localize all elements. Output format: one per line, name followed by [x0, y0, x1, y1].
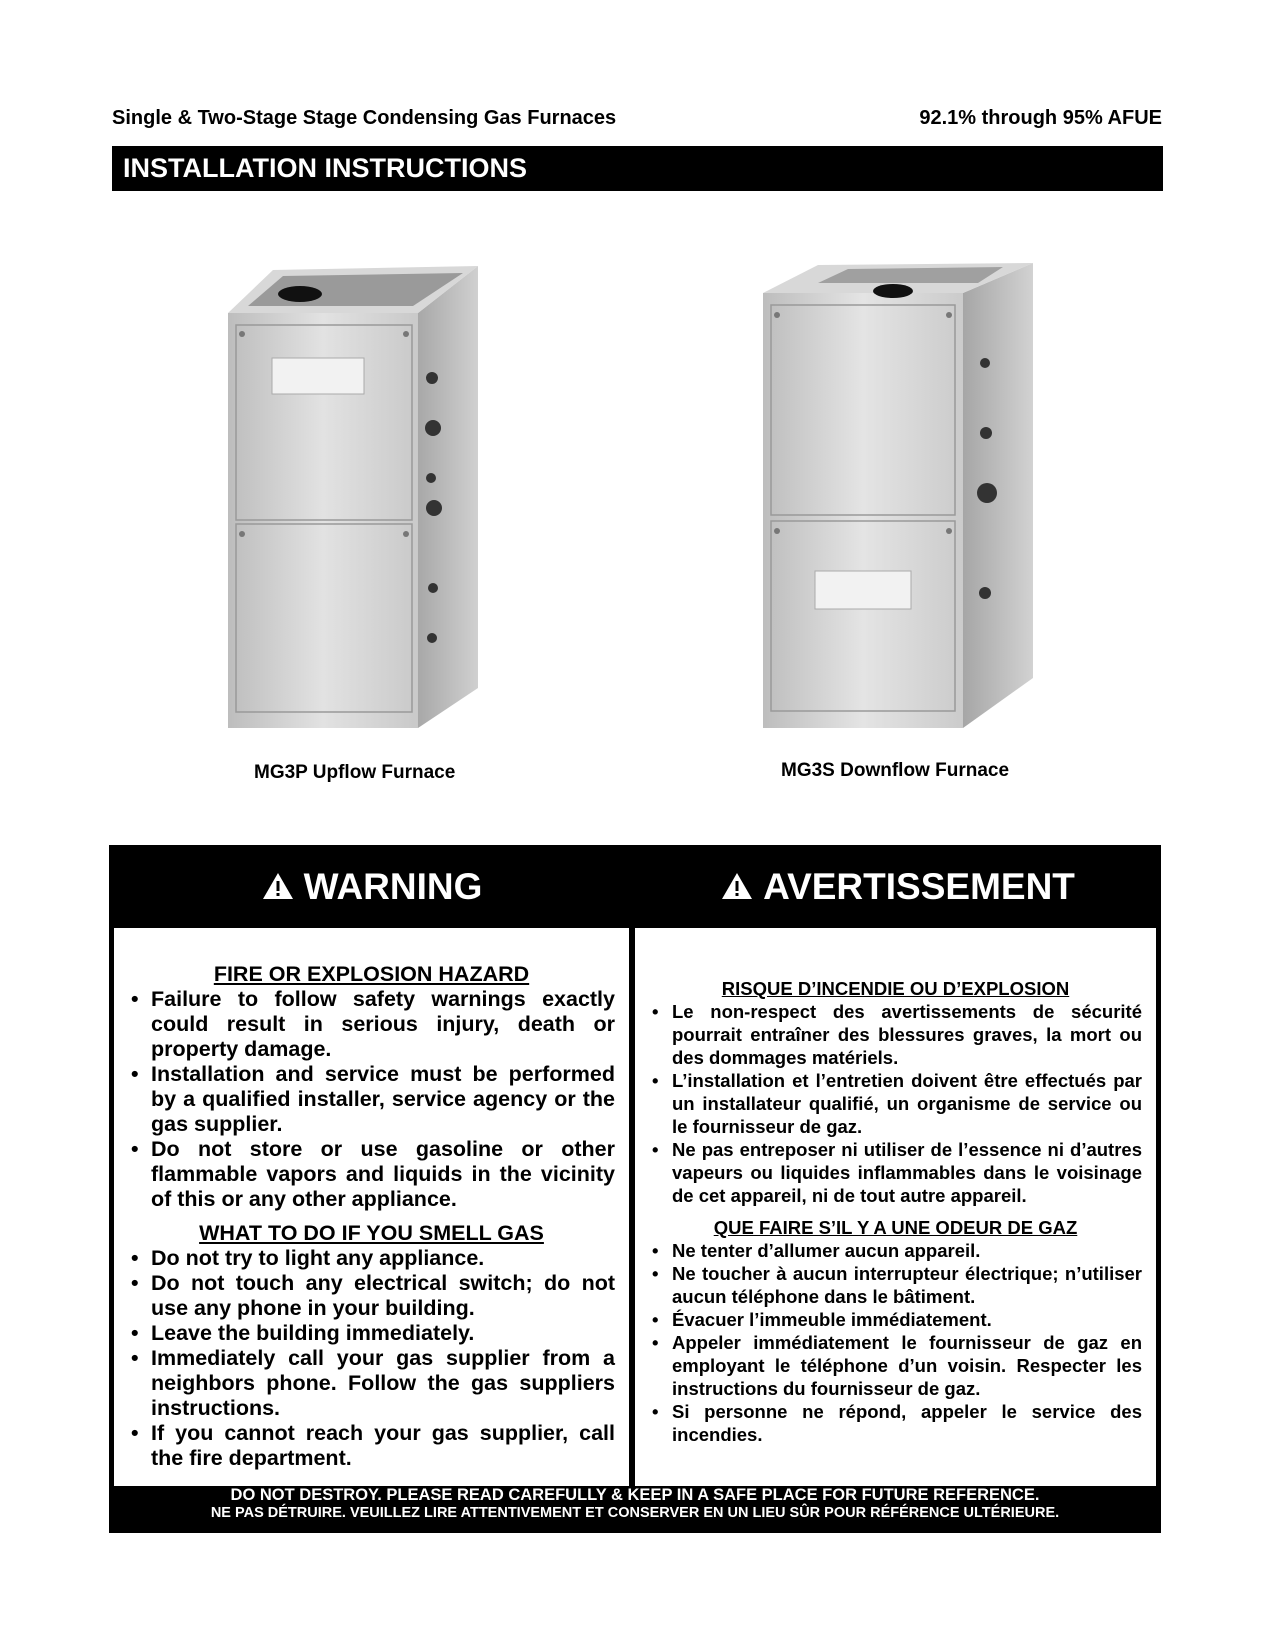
footer-notice-en: DO NOT DESTROY. PLEASE READ CAREFULLY & KEEP IN A SAFE PLACE FOR FUTURE REFERENCE.: [230, 1486, 1040, 1504]
list-item: • Immediately call your gas supplier from a neighbors phone. Follow the gas suppliers instructions.: [128, 1346, 615, 1421]
efficiency-heading: 92.1% through 95% AFUE: [919, 107, 1162, 129]
list-item: • L’installation et l’entretien doivent être effectués par un installateur qualifié, un organisme de service ou le fournisseur de gaz.: [649, 1069, 1142, 1138]
hazard-list-en: [128, 987, 615, 1212]
downflow-furnace-image: [763, 263, 1058, 733]
footer-notice-fr: NE PAS DÉTRUIRE. VEUILLEZ LIRE ATTENTIVEMENT ET CONSERVER EN UN LIEU SÛR POUR RÉFÉRENCE ULTÉRIEURE.: [210, 1505, 1060, 1521]
list-item: • Do not touch any electrical switch; do not use any phone in your building.: [128, 1271, 615, 1321]
upflow-furnace-image: [228, 258, 494, 736]
product-line-heading: Single & Two-Stage Stage Condensing Gas Furnaces: [112, 107, 617, 129]
warning-box: [109, 845, 1161, 1533]
hazard-title-en: FIRE OR EXPLOSION HAZARD: [213, 962, 530, 986]
smell-gas-list-en: [128, 1246, 615, 1471]
list-item: • Ne pas entreposer ni utiliser de l’essence ni d’autres vapeurs ou liquides inflammables dans le voisinage de cet appareil, ni de tout autre appareil.: [649, 1138, 1142, 1207]
smell-gas-title-en: WHAT TO DO IF YOU SMELL GAS: [199, 1221, 544, 1245]
downflow-caption: MG3S Downflow Furnace: [781, 760, 1010, 781]
warning-header-fr: [635, 857, 1161, 917]
list-item: • Ne tenter d’allumer aucun appareil.: [649, 1239, 1142, 1262]
list-item: • Failure to follow safety warnings exactly could result in serious injury, death or property damage.: [128, 987, 615, 1062]
title-banner: INSTALLATION INSTRUCTIONS: [112, 146, 1163, 191]
hazard-title-fr: RISQUE D’INCENDIE OU D’EXPLOSION: [721, 978, 1070, 999]
upflow-caption: MG3P Upflow Furnace: [254, 762, 456, 783]
list-item: • If you cannot reach your gas supplier, call the fire department.: [128, 1421, 615, 1471]
list-item: • Le non-respect des avertissements de sécurité pourrait entraîner des blessures graves, la mort ou des dommages matériels.: [649, 1000, 1142, 1069]
list-item: • Do not store or use gasoline or other flammable vapors and liquids in the vicinity of this or any other appliance.: [128, 1137, 615, 1212]
warning-triangle-icon: [262, 872, 294, 900]
list-item: • Si personne ne répond, appeler le service des incendies.: [649, 1400, 1142, 1446]
warning-triangle-icon: [721, 872, 753, 900]
warning-header-en: [109, 857, 635, 917]
smell-gas-title-fr: QUE FAIRE S’IL Y A UNE ODEUR DE GAZ: [713, 1217, 1078, 1238]
list-item: • Ne toucher à aucun interrupteur électrique; n’utiliser aucun téléphone dans le bâtiment.: [649, 1262, 1142, 1308]
warning-panel-fr: [635, 928, 1156, 1486]
warning-panel-en: [114, 928, 629, 1486]
smell-gas-list-fr: [649, 1239, 1142, 1446]
list-item: • Leave the building immediately.: [128, 1321, 615, 1346]
list-item: • Appeler immédiatement le fournisseur de gaz en employant le téléphone d’un voisin. Respecter les instructions du fournisseur de gaz.: [649, 1331, 1142, 1400]
list-item: • Installation and service must be performed by a qualified installer, service agency or the gas supplier.: [128, 1062, 615, 1137]
list-item: • Do not try to light any appliance.: [128, 1246, 615, 1271]
warning-title: WARNING: [303, 866, 483, 907]
hazard-list-fr: [649, 1000, 1142, 1207]
list-item: • Évacuer l’immeuble immédiatement.: [649, 1308, 1142, 1331]
avertissement-title: AVERTISSEMENT: [763, 866, 1075, 907]
